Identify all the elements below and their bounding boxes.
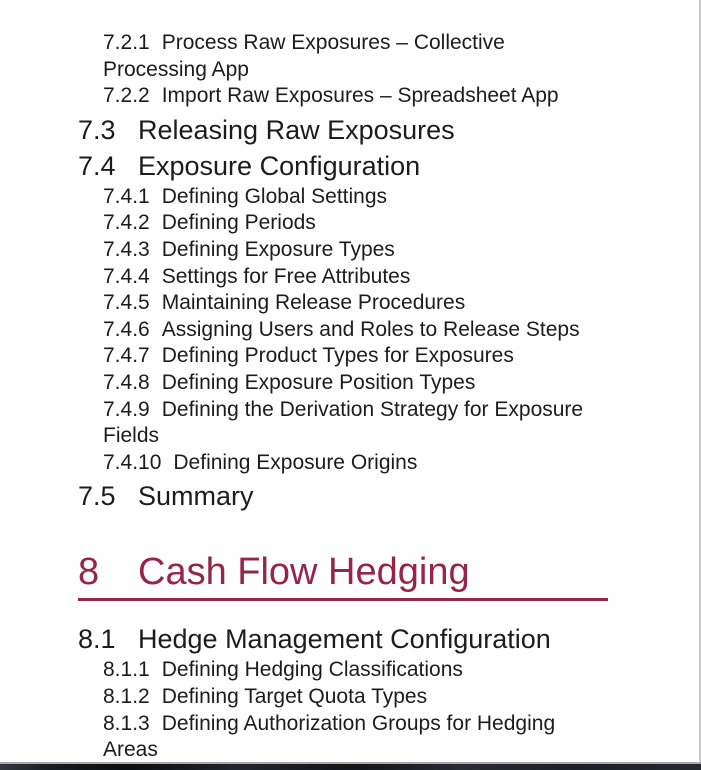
entry-title: Import Raw Exposures – Spreadsheet App [161, 84, 559, 108]
section-heading[interactable] [78, 623, 608, 655]
toc-entry[interactable] [78, 210, 608, 237]
entry-title: Defining Exposure Origins [173, 450, 418, 474]
entry-title: Defining Exposure Position Types [161, 370, 476, 394]
entry-number: 7.4.8 [103, 370, 150, 394]
entry-number: 8.1.3 [103, 711, 150, 735]
entry-number: 7.2.2 [103, 84, 150, 108]
entry-number: 7.4.7 [103, 344, 150, 368]
entry-number: 7.4.4 [103, 264, 150, 288]
entry-number: 7.4.5 [103, 291, 150, 315]
entry-title: Hedge Management Configuration [138, 624, 551, 655]
entry-number: 8.1 [78, 624, 116, 655]
toc-entry[interactable] [78, 290, 608, 317]
entry-title: Defining Product Types for Exposures [161, 344, 514, 368]
entry-title: Settings for Free Attributes [161, 264, 411, 288]
toc-entry[interactable] [78, 711, 608, 764]
toc-entry[interactable] [78, 237, 608, 264]
toc-entry[interactable] [78, 370, 608, 397]
entry-title: Releasing Raw Exposures [138, 114, 455, 145]
toc-entry[interactable] [78, 397, 608, 450]
chapter-heading[interactable] [78, 550, 608, 601]
entry-title: Process Raw Exposures – Collective Processing App [103, 31, 505, 81]
entry-number: 7.4.6 [103, 317, 150, 341]
taskbar-edge [0, 764, 701, 770]
entry-number: 8 [78, 551, 100, 594]
entry-title: Summary [138, 481, 254, 512]
entry-number: 7.4.10 [103, 450, 162, 474]
entry-title: Defining Periods [161, 211, 316, 235]
toc-entry[interactable] [78, 30, 608, 83]
section-heading[interactable] [78, 150, 608, 182]
entry-number: 7.4.2 [103, 211, 150, 235]
entry-number: 7.4.1 [103, 184, 150, 208]
entry-title: Defining Hedging Classifications [161, 658, 463, 682]
toc-entry[interactable] [78, 83, 608, 110]
section-heading[interactable] [78, 480, 608, 512]
entry-number: 7.5 [78, 481, 116, 512]
toc-entry[interactable] [78, 317, 608, 344]
entry-number: 7.4.3 [103, 237, 150, 261]
toc-entry[interactable] [78, 264, 608, 291]
entry-title: Maintaining Release Procedures [161, 291, 466, 315]
entry-number: 8.1.2 [103, 684, 150, 708]
toc-entry[interactable] [78, 450, 608, 477]
entry-number: 7.4 [78, 150, 116, 181]
entry-title: Defining Authorization Groups for Hedging Areas [103, 711, 556, 762]
section-heading[interactable] [78, 114, 608, 146]
toc-entry[interactable] [78, 684, 608, 711]
toc-entry[interactable] [78, 657, 608, 684]
entry-number: 8.1.1 [103, 658, 150, 682]
entry-title: Exposure Configuration [138, 150, 421, 181]
entry-title: Assigning Users and Roles to Release Steps [161, 317, 580, 341]
entry-number: 7.2.1 [103, 31, 150, 54]
toc-entry[interactable] [78, 184, 608, 211]
toc [78, 30, 608, 764]
entry-title: Defining Exposure Types [161, 237, 395, 261]
entry-title: Defining Target Quota Types [161, 684, 428, 708]
entry-number: 7.4.9 [103, 397, 150, 421]
entry-number: 7.3 [78, 114, 116, 145]
entry-title: Cash Flow Hedging [138, 551, 470, 594]
entry-title: Defining Global Settings [161, 184, 388, 208]
entry-title: Defining the Derivation Strategy for Exposure Fields [103, 397, 584, 448]
toc-entry[interactable] [78, 343, 608, 370]
